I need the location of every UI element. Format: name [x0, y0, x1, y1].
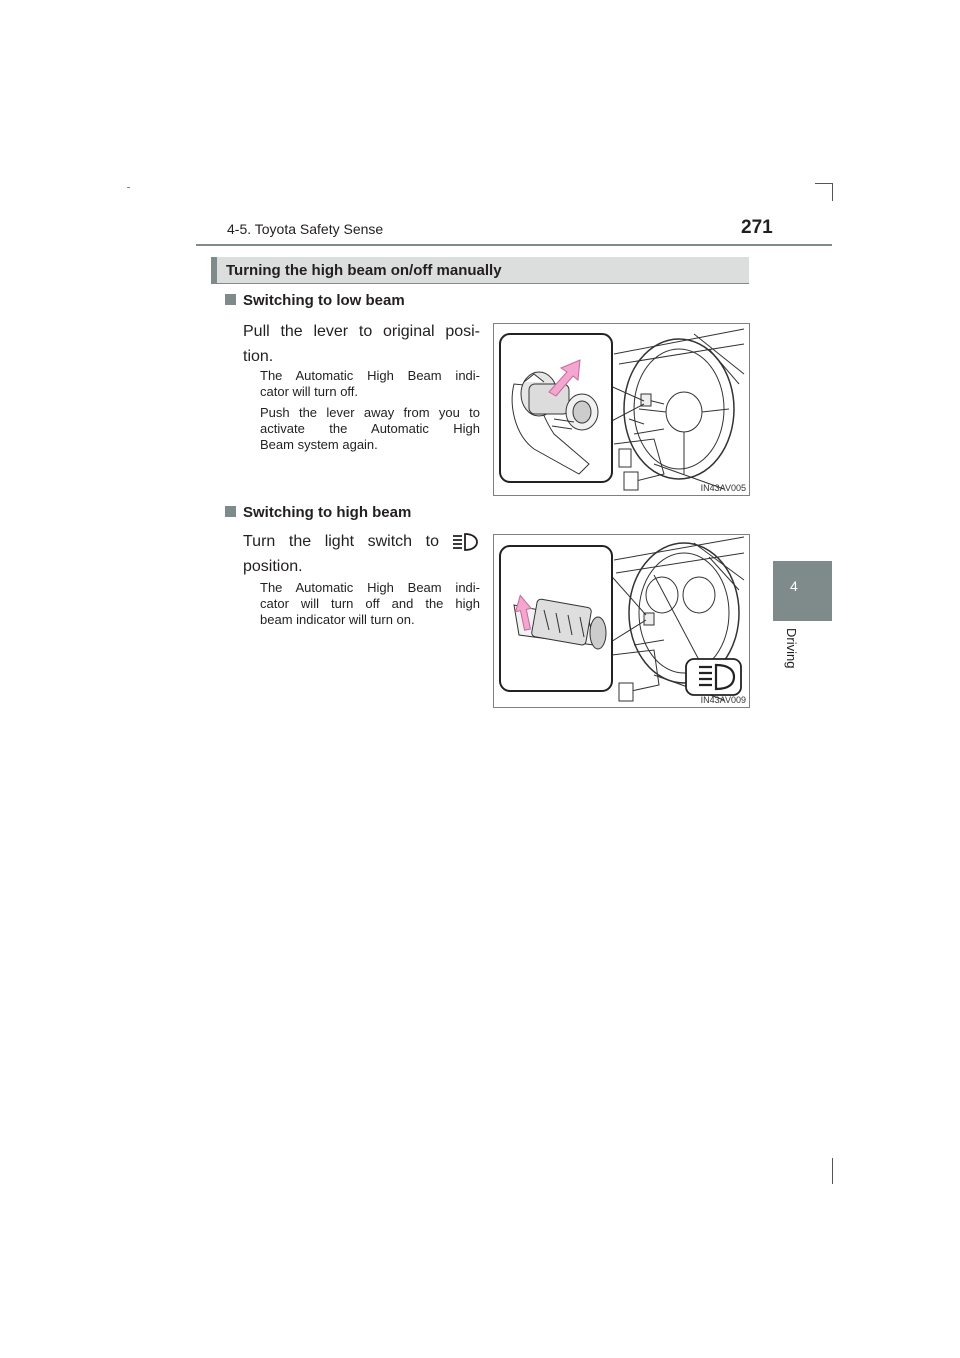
- low-beam-instruction: [243, 319, 480, 369]
- crop-mark: [815, 183, 833, 184]
- low-beam-figure: [493, 323, 750, 496]
- high-beam-heading: [225, 504, 411, 521]
- high-beam-instruction-line: position.: [243, 558, 303, 575]
- high-beam-instruction-line: [243, 529, 480, 554]
- section-title-bar-accent: [211, 257, 217, 284]
- note-line: activate the Automatic High: [260, 421, 480, 436]
- low-beam-note-1: [260, 368, 480, 400]
- low-beam-heading: [225, 292, 405, 309]
- low-beam-heading-text: Switching to low beam: [243, 292, 405, 309]
- figure-code: IN43AV005: [700, 483, 746, 493]
- figure-code: IN43AV009: [700, 695, 746, 705]
- high-beam-figure: [493, 534, 750, 708]
- crop-mark: [127, 187, 130, 188]
- chapter-tab-number: 4: [790, 578, 798, 594]
- note-line: beam indicator will turn on.: [260, 612, 415, 627]
- chapter-tab-label: [783, 628, 803, 688]
- note-line: cator will turn off and the high: [260, 596, 480, 611]
- steering-lever-high-beam-illustration: [494, 535, 749, 707]
- square-bullet-icon: [225, 294, 236, 305]
- low-beam-instruction-line: Pull the lever to original posi-: [243, 323, 480, 340]
- running-header-section: 4-5. Toyota Safety Sense: [227, 221, 384, 237]
- high-beam-heading-text: Switching to high beam: [243, 504, 412, 521]
- instruction-text: Turn the light switch to: [243, 533, 439, 550]
- note-line: Push the lever away from you to: [260, 405, 480, 420]
- high-beam-instruction: [243, 529, 480, 579]
- section-title: Turning the high beam on/off manually: [226, 262, 502, 279]
- note-line: Beam system again.: [260, 437, 378, 452]
- chapter-tab-label-text: Driving: [784, 628, 799, 669]
- header-rule: [196, 244, 832, 246]
- crop-mark: [832, 1158, 833, 1184]
- page-number: 271: [741, 217, 773, 238]
- note-line: The Automatic High Beam indi-: [260, 580, 480, 595]
- square-bullet-icon: [225, 506, 236, 517]
- high-beam-note: [260, 580, 480, 628]
- low-beam-instruction-line: tion.: [243, 348, 274, 365]
- note-line: cator will turn off.: [260, 384, 359, 399]
- low-beam-note-2: [260, 405, 480, 453]
- steering-lever-low-beam-illustration: [494, 324, 749, 495]
- note-line: The Automatic High Beam indi-: [260, 368, 480, 383]
- crop-mark: [832, 183, 833, 201]
- high-beam-icon: [451, 532, 479, 560]
